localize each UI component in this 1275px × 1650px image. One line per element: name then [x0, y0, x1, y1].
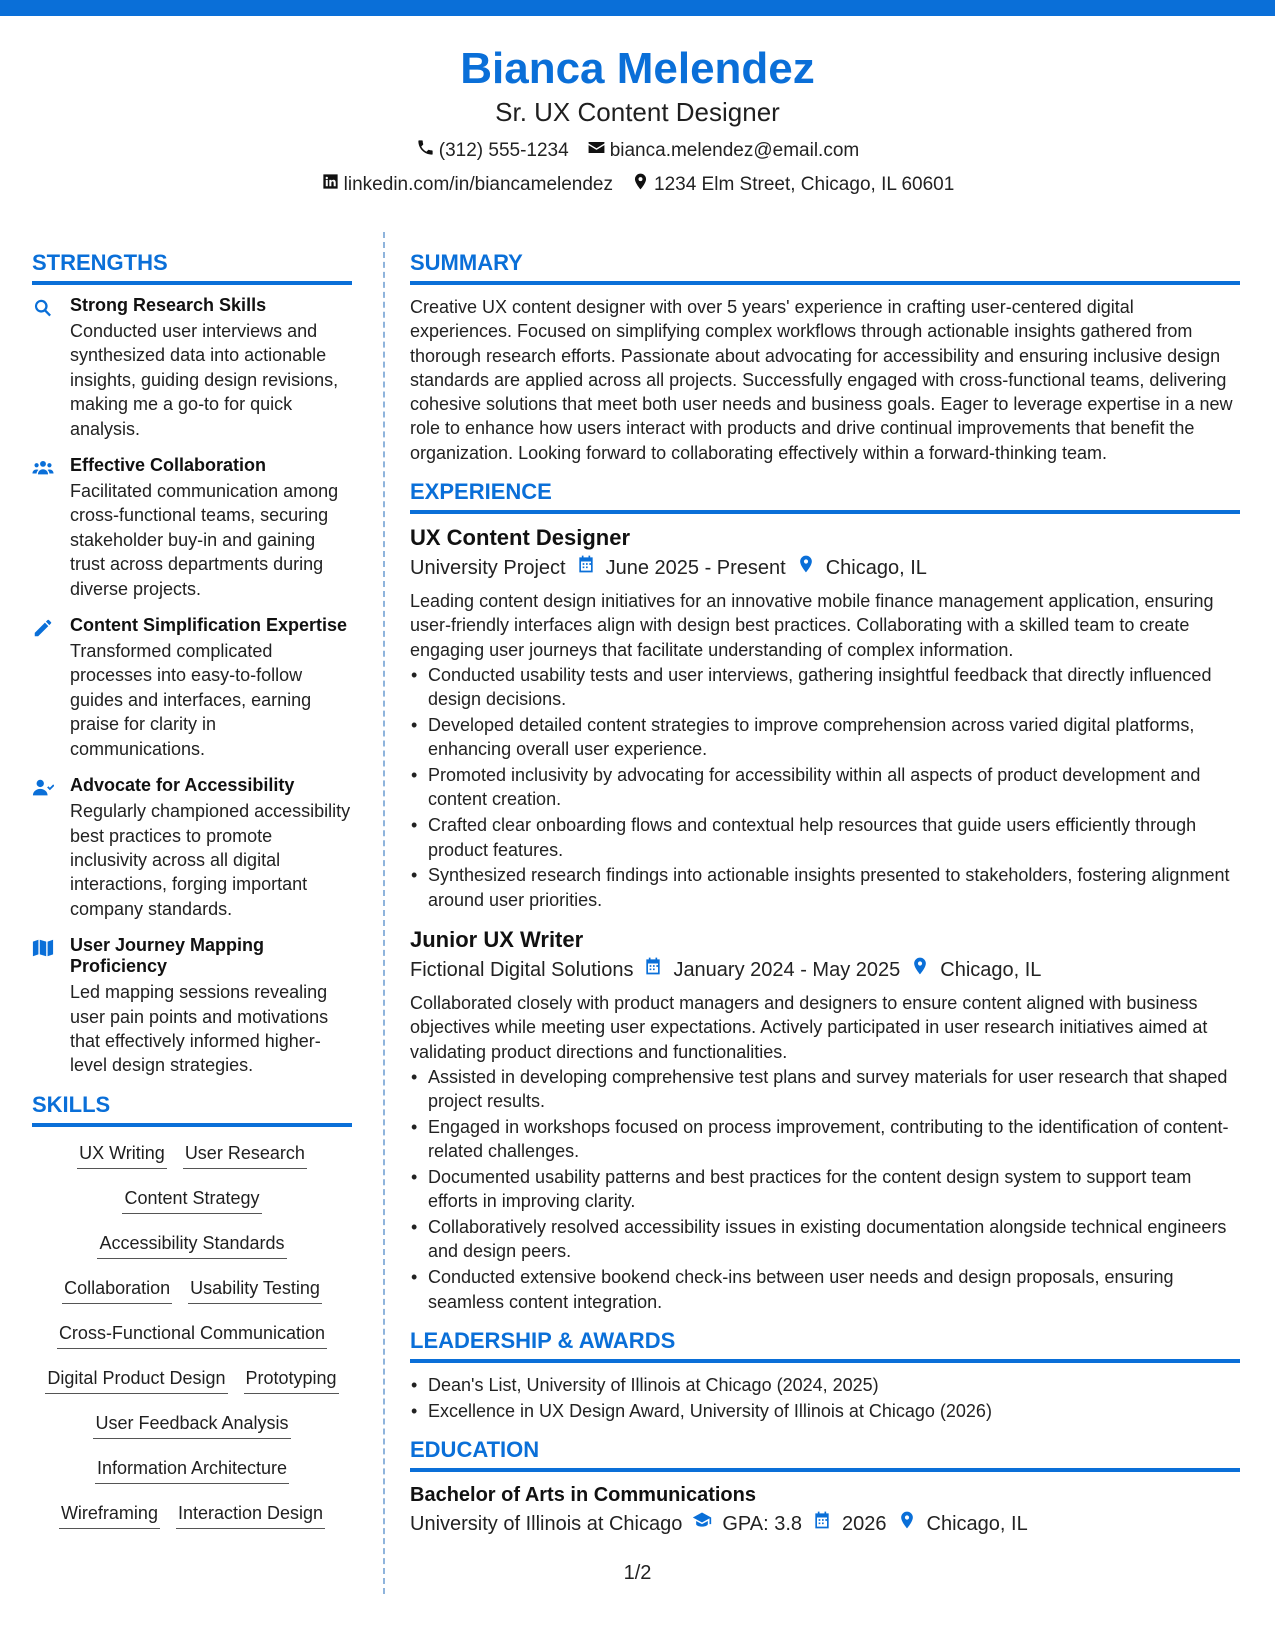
bullet-item: • Documented usability patterns and best practices for the content design system to support team efforts in improving clarity. [410, 1165, 1240, 1214]
education-heading: EDUCATION [410, 1437, 1240, 1472]
award-item: • Excellence in UX Design Award, University of Illinois at Chicago (2026) [410, 1399, 1240, 1423]
phone-text: (312) 555-1234 [438, 140, 569, 161]
bullet-item: • Engaged in workshops focused on process improvement, contributing to the identification of content-related challenges. [410, 1115, 1240, 1164]
calendar-icon [576, 554, 596, 582]
strength-title: Content Simplification Expertise [70, 615, 348, 636]
skill-tag: User Feedback Analysis [93, 1411, 290, 1439]
bullet-item: • Synthesized research findings into actionable insights presented to stakeholders, fostering alignment around user priorities. [410, 863, 1240, 912]
education-location: Chicago, IL [926, 1512, 1028, 1535]
location-pin-icon [631, 172, 650, 198]
skills-list [32, 1137, 352, 1542]
bullet-item: • Assisted in developing comprehensive test plans and survey materials for user research that shaped project results. [410, 1065, 1240, 1114]
skill-row [32, 1227, 352, 1272]
calendar-icon [643, 956, 663, 984]
skill-row [32, 1497, 352, 1542]
job-dates: January 2024 - May 2025 [673, 958, 901, 981]
candidate-name: Bianca Melendez [460, 44, 815, 93]
strength-item [32, 615, 352, 761]
job-title: Junior UX Writer [410, 926, 584, 952]
email-link[interactable]: bianca.melendez@email.com [609, 140, 860, 161]
skill-tag: Accessibility Standards [97, 1231, 286, 1259]
strength-item [32, 455, 352, 601]
skill-tag: Digital Product Design [45, 1366, 227, 1394]
strength-description: Regularly championed accessibility best practices to promote inclusivity across all digital interactions, forging important company standards. [70, 801, 351, 919]
strength-title: User Journey Mapping Proficiency [70, 935, 265, 977]
location-pin-icon [910, 956, 930, 984]
right-column [410, 250, 1240, 1538]
bullet-item: • Conducted usability tests and user interviews, gathering insightful feedback that directly influenced design decisions. [410, 663, 1240, 712]
page-number: 1/2 [623, 1562, 652, 1584]
graduation-cap-icon [692, 1510, 712, 1538]
skill-row [32, 1407, 352, 1452]
job-description: Collaborated closely with product managers and designers to ensure content aligned with business objectives while meeting user expectations. Actively participated in user research initiatives aimed at validating product directions and functionalities. [410, 992, 1208, 1062]
strength-title: Effective Collaboration [70, 455, 267, 476]
gpa-text: GPA: 3.8 [722, 1512, 803, 1535]
company-name: University Project [410, 557, 566, 580]
job-meta [410, 956, 1240, 984]
user-check-icon [32, 775, 70, 921]
leadership-heading: LEADERSHIP & AWARDS [410, 1328, 1240, 1363]
skill-row [32, 1362, 352, 1407]
job-location: Chicago, IL [940, 958, 1042, 981]
linkedin-icon [321, 172, 340, 198]
strengths-heading: STRENGTHS [32, 250, 352, 285]
phone-icon [416, 138, 435, 164]
skill-tag: Prototyping [244, 1366, 339, 1394]
school-name: University of Illinois at Chicago [410, 1512, 683, 1535]
strength-item [32, 935, 352, 1078]
linkedin-link[interactable]: linkedin.com/in/biancamelendez [343, 174, 613, 195]
bullet-item: • Developed detailed content strategies to improve comprehension across varied digital platforms, enhancing overall user experience. [410, 713, 1240, 762]
skill-tag: Wireframing [59, 1501, 160, 1529]
experience-heading: EXPERIENCE [410, 479, 1240, 514]
skill-tag: Cross-Functional Communication [57, 1321, 327, 1349]
skill-row [32, 1452, 352, 1497]
job-description: Leading content design initiatives for an innovative mobile finance management application, ensuring user-friendly interfaces align with design best practices. Collaborating with a skilled team to create engaging user journeys that facilitate understanding of complex information. [410, 591, 1214, 660]
location-pin-icon [897, 1510, 917, 1538]
awards-list [410, 1373, 1240, 1423]
skill-row [32, 1137, 352, 1182]
graduation-year: 2026 [842, 1512, 887, 1535]
top-accent-bar [0, 0, 1275, 16]
left-column [32, 250, 352, 1542]
degree-title: Bachelor of Arts in Communications [410, 1483, 756, 1506]
address-text: 1234 Elm Street, Chicago, IL 60601 [654, 174, 955, 195]
linkedin-item[interactable] [321, 172, 613, 198]
job-bullets [410, 663, 1240, 912]
map-icon [32, 935, 70, 1078]
resume-header [0, 42, 1275, 198]
job-bullets [410, 1065, 1240, 1314]
education-meta [410, 1510, 1240, 1538]
skill-tag: Information Architecture [95, 1456, 289, 1484]
strength-description: Transformed complicated processes into easy-to-follow guides and interfaces, earning praise for clarity in communications. [70, 641, 312, 759]
summary-heading: SUMMARY [410, 250, 1240, 285]
skill-tag: Collaboration [62, 1276, 172, 1304]
email-item[interactable] [587, 138, 860, 164]
column-divider [383, 232, 385, 1594]
job-location: Chicago, IL [825, 557, 927, 580]
pencil-icon [32, 615, 70, 761]
strength-description: Conducted user interviews and synthesized data into actionable insights, guiding design revisions, making me a go-to for quick analysis. [70, 321, 339, 439]
skill-tag: UX Writing [77, 1141, 167, 1169]
location-pin-icon [796, 554, 816, 582]
strength-title: Strong Research Skills [70, 295, 267, 315]
strength-item [32, 295, 352, 441]
skill-row [32, 1182, 352, 1227]
skill-tag: Interaction Design [176, 1501, 325, 1529]
skill-tag: Usability Testing [188, 1276, 322, 1304]
calendar-icon [812, 1510, 832, 1538]
contact-row-1 [0, 138, 1275, 164]
award-item: • Dean's List, University of Illinois at Chicago (2024, 2025) [410, 1373, 1240, 1397]
company-name: Fictional Digital Solutions [410, 958, 634, 981]
phone-item [416, 138, 569, 164]
bullet-item: • Conducted extensive bookend check-ins between user needs and design proposals, ensuring seamless content integration. [410, 1265, 1240, 1314]
candidate-title: Sr. UX Content Designer [495, 97, 780, 127]
contact-row-2 [0, 172, 1275, 198]
job-title: UX Content Designer [410, 525, 631, 551]
skill-row [32, 1272, 352, 1317]
bullet-item: • Crafted clear onboarding flows and contextual help resources that guide users efficiently through product features. [410, 813, 1240, 862]
strength-description: Facilitated communication among cross-functional teams, securing stakeholder buy-in and gaining trust across departments during diverse projects. [70, 481, 339, 599]
job-entry [410, 926, 1240, 1314]
job-dates: June 2025 - Present [605, 557, 786, 580]
skill-tag: Content Strategy [122, 1186, 261, 1214]
skill-row [32, 1317, 352, 1362]
address-item [631, 172, 954, 198]
summary-text: Creative UX content designer with over 5 years' experience in crafting user-centered digital experiences. Focused on simplifying complex workflows through actionable insights gathered from thorough research efforts. Passionate about advocating for accessibility and ensuring inclusive design standards are applied across all projects. Successfully engaged with cross-functional teams, delivering cohesive solutions that meet both user needs and business goals. Eager to leverage expertise in a new role to enhance how users interact with products and drive continual improvements that benefit the organization. Looking forward to collaborating effectively within a forward-thinking team. [410, 297, 1233, 463]
skill-tag: User Research [183, 1141, 307, 1169]
envelope-icon [587, 138, 606, 164]
bullet-item: • Promoted inclusivity by advocating for accessibility within all aspects of product development and content creation. [410, 763, 1240, 812]
strength-item [32, 775, 352, 921]
search-icon [32, 295, 70, 441]
strength-title: Advocate for Accessibility [70, 775, 295, 796]
job-meta [410, 554, 1240, 582]
strength-description: Led mapping sessions revealing user pain points and motivations that effectively informed higher-level design strategies. [70, 982, 329, 1076]
users-icon [32, 455, 70, 601]
job-entry [410, 524, 1240, 912]
skills-heading: SKILLS [32, 1092, 352, 1127]
bullet-item: • Collaboratively resolved accessibility issues in existing documentation alongside technical engineers and design peers. [410, 1215, 1240, 1264]
